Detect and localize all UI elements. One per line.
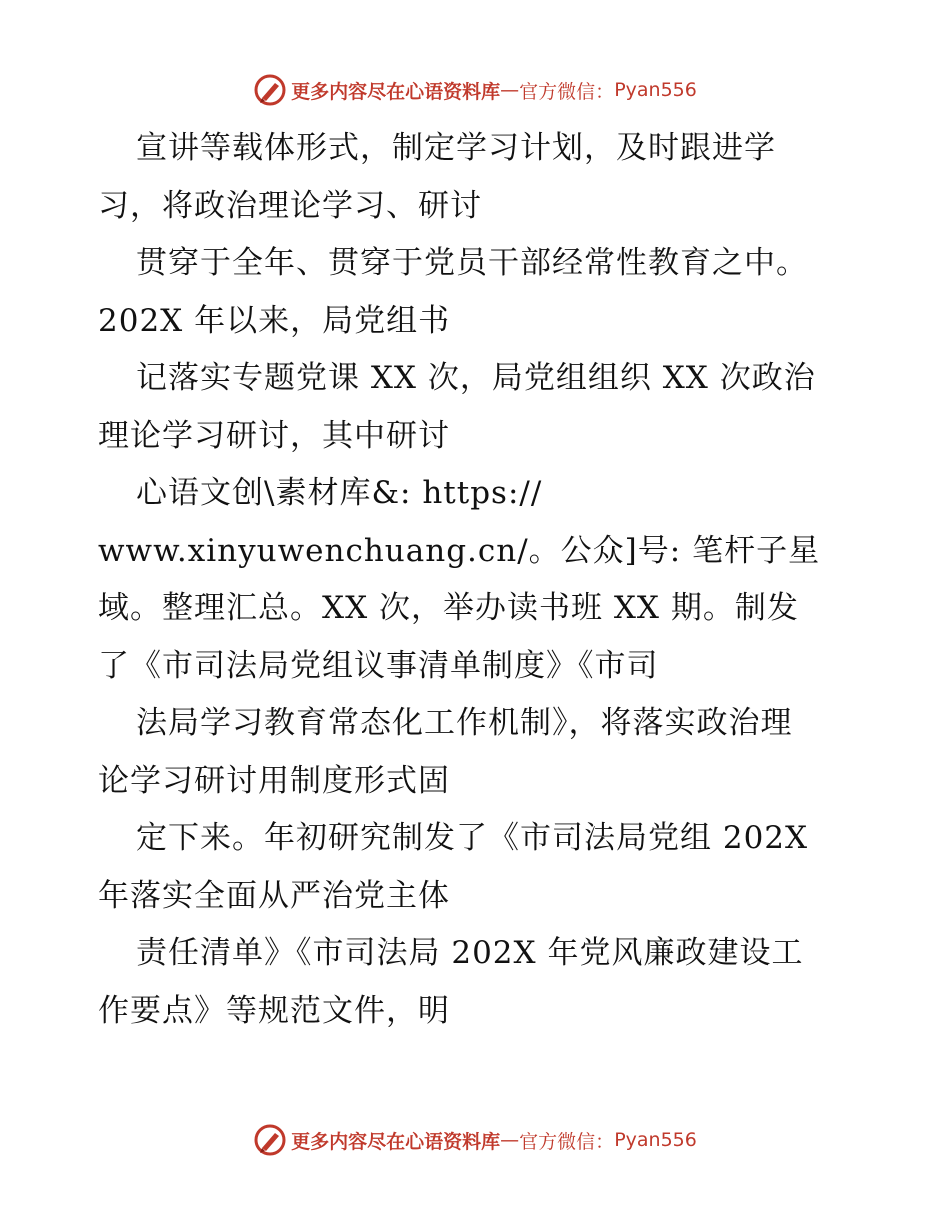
text-line: 作要点》等规范文件，明 [98, 992, 450, 1029]
banner-separator: — [500, 1129, 520, 1151]
text-line: 心语文创\素材库&: https:// [136, 475, 543, 511]
text-line: 定下来。年初研究制发了《市司法局党组 202X [136, 820, 809, 856]
text-line: 贯穿于全年、贯穿于党员干部经常性教育之中。 [136, 245, 808, 281]
banner-main-text: 更多内容尽在心语资料库 [291, 1130, 501, 1153]
banner-wechat-label: 官方微信： [519, 1130, 615, 1153]
footer-banner [0, 1122, 950, 1158]
text-line: 域。整理汇总。XX 次，举办读书班 XX 期。制发 [98, 590, 799, 626]
document-body [98, 120, 878, 1040]
header-banner [0, 72, 950, 108]
text-line: 记落实专题党课 XX 次，局党组组织 XX 次政治 [136, 360, 816, 396]
banner-wechat-label: 官方微信： [519, 80, 615, 103]
banner-wechat-id: Pyan556 [614, 1129, 697, 1151]
text-line: 习，将政治理论学习、研讨 [98, 187, 482, 224]
text-line: 理论学习研讨，其中研讨 [98, 417, 450, 454]
pen-logo-icon [253, 1123, 287, 1157]
banner-separator: — [500, 79, 520, 101]
banner-main-text: 更多内容尽在心语资料库 [291, 80, 501, 103]
text-line: 法局学习教育常态化工作机制》，将落实政治理 [136, 705, 793, 741]
banner-wechat-id: Pyan556 [614, 79, 697, 101]
text-line: 了《市司法局党组议事清单制度》《市司 [98, 647, 659, 684]
text-line: 责任清单》《市司法局 202X 年党风廉政建设工 [136, 935, 804, 971]
text-line: 论学习研讨用制度形式固 [98, 762, 450, 799]
text-line: 202X 年以来，局党组书 [98, 302, 451, 339]
pen-logo-icon [253, 73, 287, 107]
text-line: www.xinyuwenchuang.cn/。公众]号: 笔杆子星 [98, 532, 821, 569]
text-line: 宣讲等载体形式，制定学习计划，及时跟进学 [136, 130, 776, 166]
text-line: 年落实全面从严治党主体 [98, 877, 450, 914]
